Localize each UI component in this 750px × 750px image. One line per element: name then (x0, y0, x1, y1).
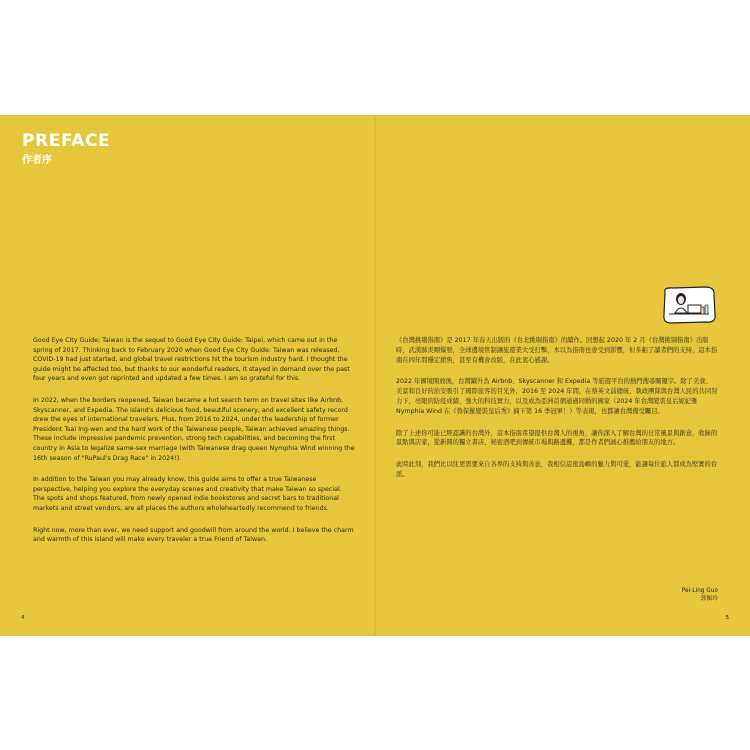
page-gutter (374, 115, 376, 636)
author-illustration-icon (661, 285, 717, 325)
page-number-right: 5 (725, 615, 729, 621)
chinese-paragraph: 除了上述你可能已經認識的台灣外，這本指南希望提供台灣人的視角，讓你深入了解台灣的日常風景與創意，收錄的景點與店家，從新開的獨立書店、秘密酒吧到傳統市場與路邊攤，都是作者們誠心推薦給朋友的地方。 (396, 429, 718, 447)
page-title: PREFACE (22, 131, 111, 151)
chinese-paragraph: 2022 年國境開放後，台灣躍升為 Airbnb、Skyscanner 和 Expedia 等旅遊平台的熱門搜尋關鍵字。除了美食、美景和良好的治安吸引了國際旅客的目光外，2016 至 2024 年間，在蔡英文前總統、執政團隊與台灣人民的共同努力下，亮眼的防疫成績、強大的科技實力，以及成為亞洲首個通過同婚的國家（2024 年台灣變裝皇后妮妃雅 Nymphia Wind 在《魯保羅變裝皇后秀》摘下第 16 季冠軍！）等表現，也都讓台灣備受矚目。 (396, 378, 718, 415)
page-subtitle: 作者序 (22, 155, 52, 166)
english-paragraph: In addition to the Taiwan you may already know, this guide aims to offer a true Taiwanese perspective, helping you explore the everyday scenes and creativity that make Taiwan so special. The spots and shops featured, from newly opened indie bookstores and secret bars to traditional markets and street vendors, are all places the authors wholeheartedly recommend to friends. (33, 476, 342, 512)
chinese-paragraph: 《台灣挑剔指南》是 2017 年春天出版的《台北挑剔指南》的續作。回想起 2020 年 2 月《台灣挑剔指南》出版時，武漢肺炎剛爆發，全球邊境管制讓旅遊業大受打擊，本以為指南也會受到影響，但多虧了讀者們的支持，這本指南在四年間穩定銷售，甚至有機會改版，在此衷心感謝。 (396, 337, 718, 364)
english-paragraph: Right now, more than ever, we need support and goodwill from around the world. I believe the charm and warmth of this island will make every traveler a true Friend of Taiwan. (33, 526, 354, 544)
author-signature (682, 587, 718, 603)
english-paragraph: Good Eye City Guide: Taiwan is the sequel to Good Eye City Guide: Taipei, which came out in the spring of 2017. Thinking back to February 2020 when Good Eye City Guide: Taiwan was released, COVID-19 had just started, and global travel restrictions hit the tourism industry hard. I thought the guide might be affected too, but thanks to our wonderful readers, it stayed in demand over the past four years and even got reprinted and updated a few times. I am so grateful for this. (33, 337, 350, 383)
english-text-column (33, 336, 355, 557)
book-spread (0, 115, 750, 636)
author-name-zh: 郭佩玲 (700, 596, 718, 602)
author-name-en: Pei-Ling Guo (681, 588, 718, 594)
chinese-text-column (396, 336, 718, 492)
english-paragraph: In 2022, when the borders reopened, Taiwan became a hot search term on travel sites like Airbnb, Skyscanner, and Expedia. The island's delicious food, beautiful scenery, and excellent safety record drew the eyes of international travelers. Plus, from 2016 to 2024, under the leadership of former President Tsai Ing-wen and the hard work of the Taiwanese people, Taiwan achieved amazing things. These include impressive pandemic prevention, strong tech capabilities, and becoming the first country in Asia to legalize same-sex marriage (with Taiwanese drag queen Nymphia Wind winning the 16th season of "RuPaul's Drag Race" in 2024!). (33, 396, 355, 462)
page-number-left: 4 (21, 615, 25, 621)
chinese-paragraph: 此時此刻，我們比以往更需要來自各界的支持與善意，我相信這座島嶼的魅力與可愛，能讓每位旅人都成為堅實的台派。 (396, 461, 718, 478)
